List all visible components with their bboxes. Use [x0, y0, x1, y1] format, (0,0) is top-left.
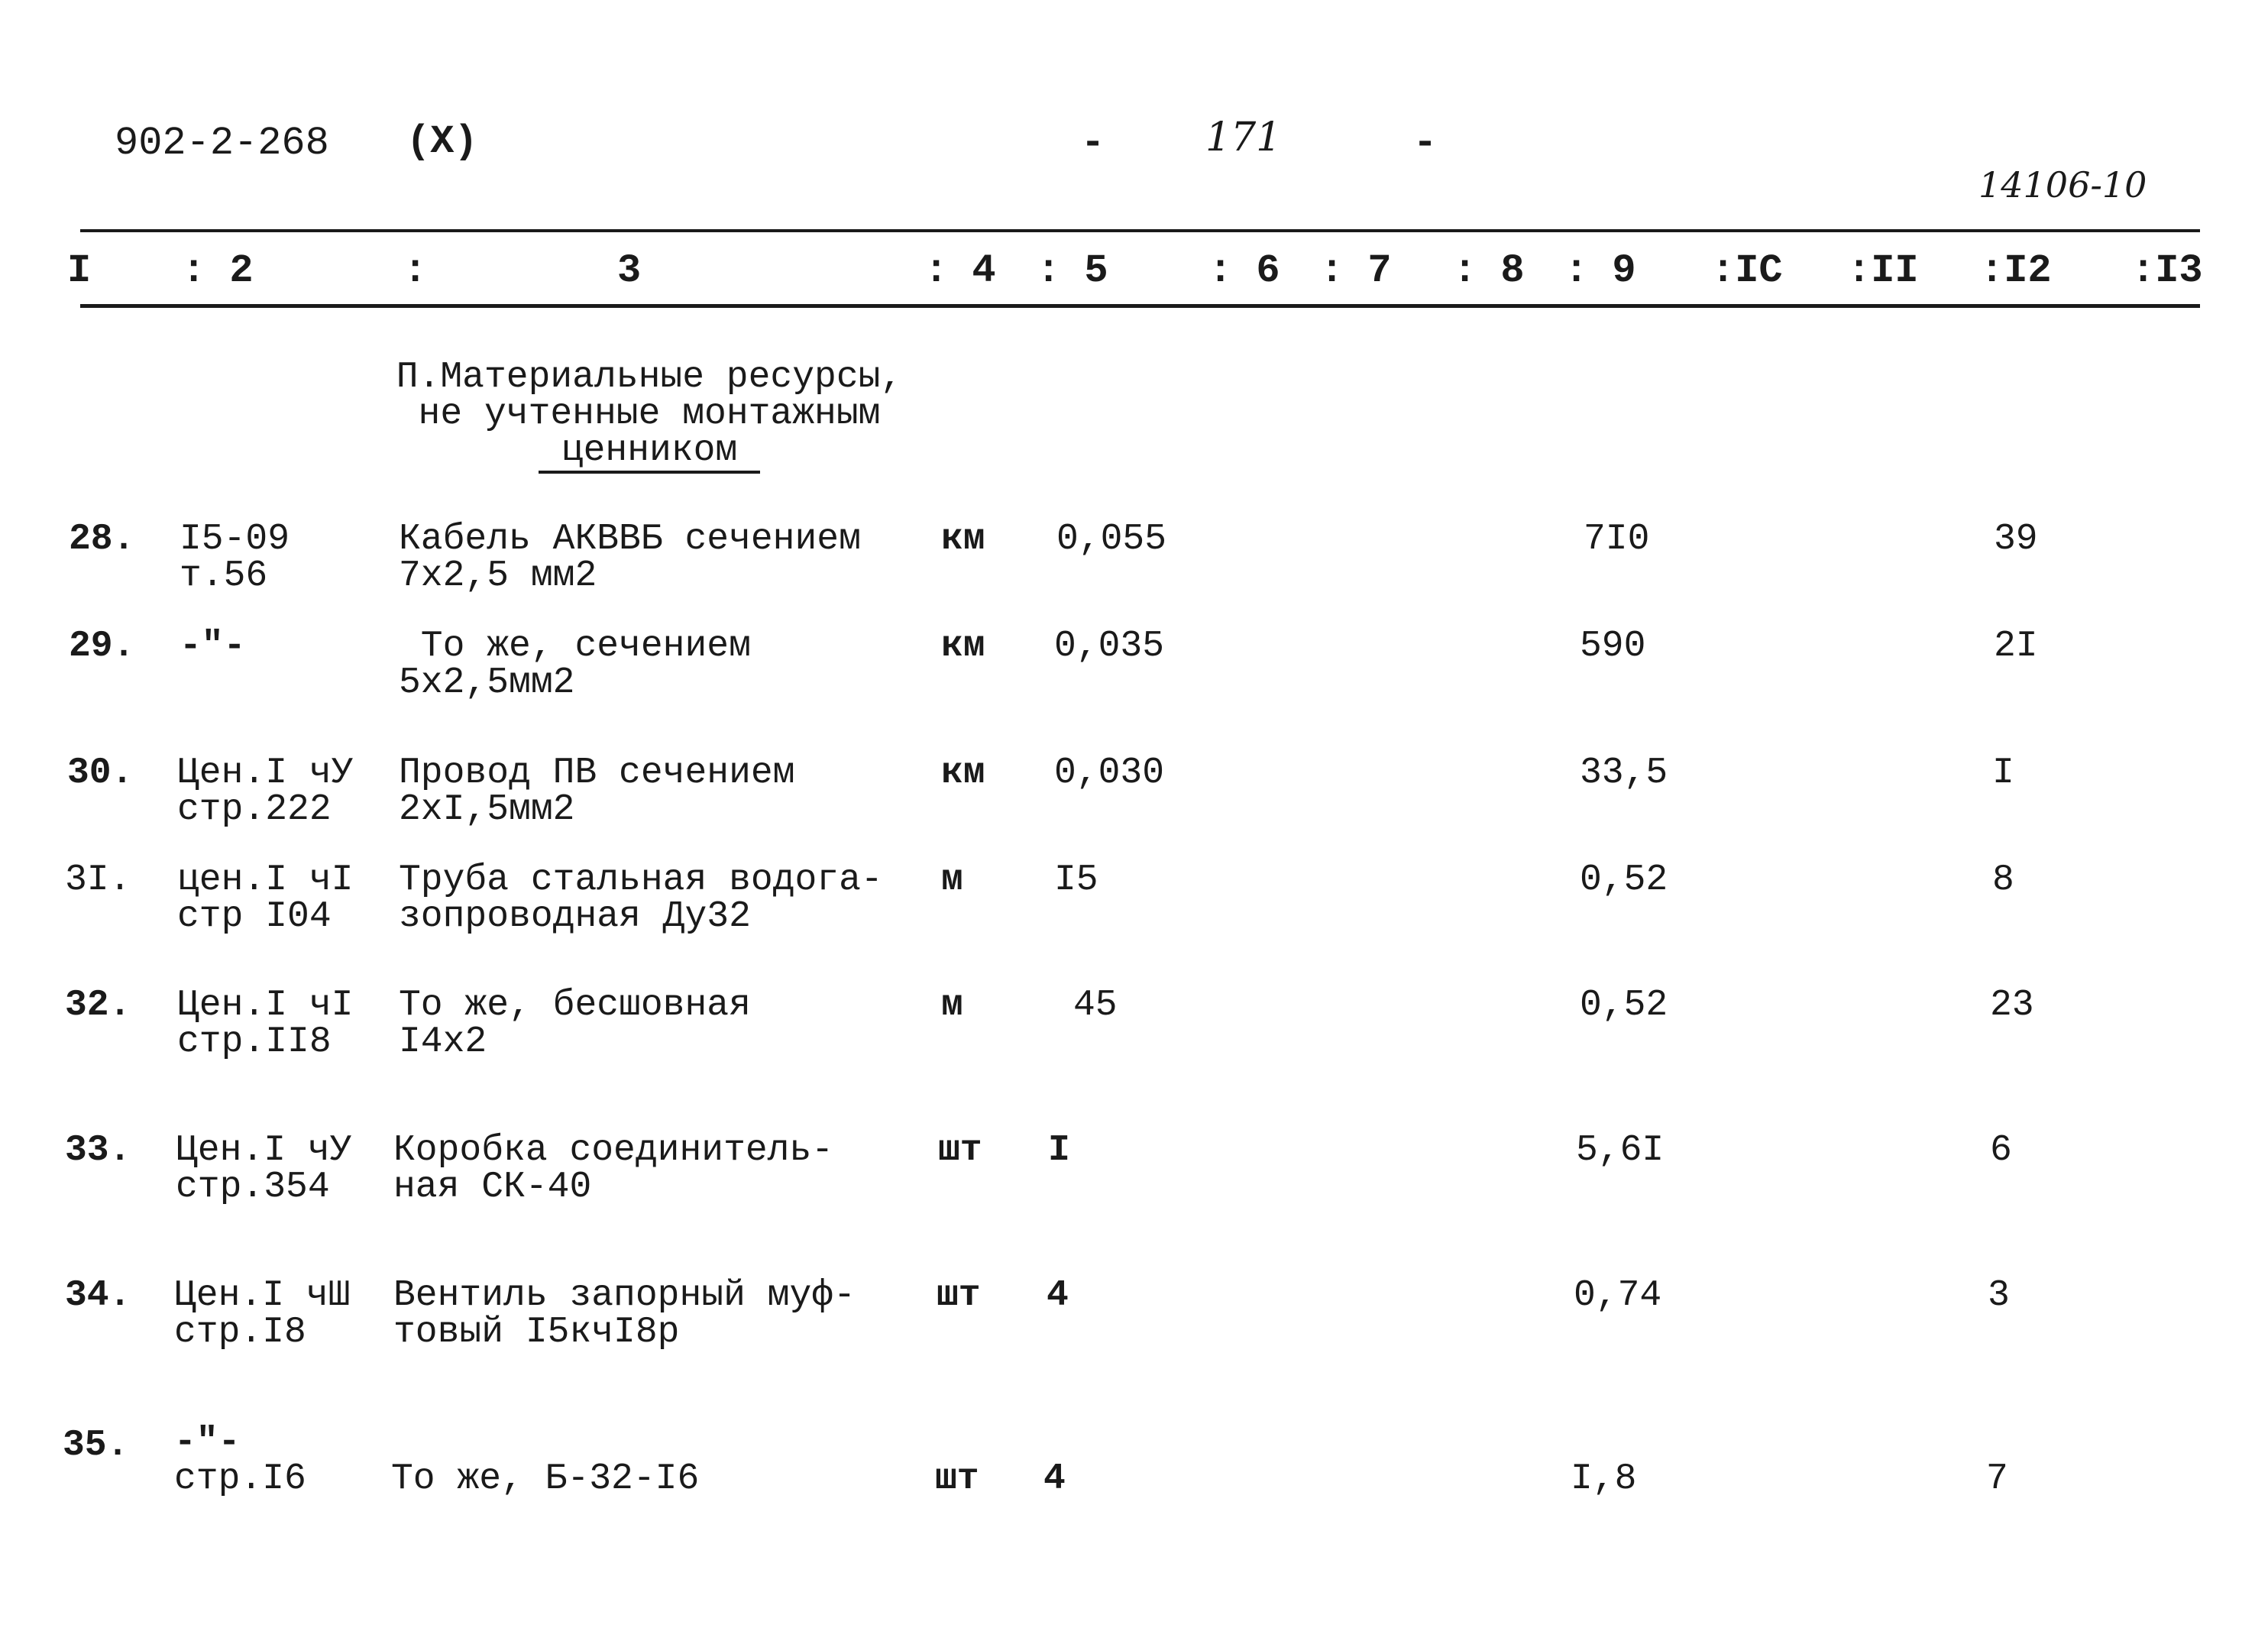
row-quantity: 0,035 [1054, 626, 1165, 667]
row-number: 28. [69, 519, 135, 560]
row-description-cont: 7х2,5 мм2 [399, 555, 597, 597]
row-quantity: 0,055 [1056, 519, 1167, 560]
row-total: 8 [1992, 859, 2014, 901]
row-unit-price: 7I0 [1584, 519, 1650, 560]
row-total: 39 [1994, 519, 2038, 560]
row-reference: -"- [174, 1422, 241, 1463]
row-description: Труба стальная водога- [399, 859, 883, 901]
page-number: 171 [1205, 115, 1282, 160]
column-header-2: : 2 [182, 248, 254, 293]
row-description: Провод ПВ сечением [399, 753, 795, 794]
row-unit-price: 590 [1580, 626, 1646, 667]
column-header-13: :I3 [2131, 248, 2203, 293]
row-description: Коробка соединитель- [393, 1130, 834, 1171]
column-header-12: :I2 [1980, 248, 2052, 293]
column-header-9: : 9 [1564, 248, 1636, 293]
row-reference-page: стр.354 [176, 1167, 330, 1208]
row-description: То же, сечением [399, 626, 751, 667]
column-header-7: : 7 [1320, 248, 1392, 293]
row-description: Кабель АКВВБ сечением [399, 519, 861, 560]
row-description-cont: ная СК-40 [393, 1167, 592, 1208]
row-reference-page: т.56 [180, 555, 268, 597]
row-unit-price: 0,52 [1580, 985, 1668, 1026]
row-description-cont: 5х2,5мм2 [399, 662, 575, 704]
column-header-11: :II [1847, 248, 1919, 293]
row-reference-page: стр.II8 [177, 1021, 332, 1063]
row-number: 35. [63, 1425, 129, 1466]
section-title [382, 359, 917, 474]
row-unit-price: 33,5 [1580, 753, 1668, 794]
row-unit: м [941, 985, 963, 1026]
row-unit: км [941, 626, 985, 667]
row-unit-price: I,8 [1571, 1458, 1637, 1500]
row-reference: Цен.I чШ [174, 1275, 351, 1316]
row-reference: Цен.I чI [177, 985, 354, 1026]
row-reference-page: стр I04 [177, 896, 332, 937]
header-bottom-rule [80, 304, 2200, 308]
row-number: 34. [65, 1275, 131, 1316]
section-title-line-2: не учтенные монтажным [418, 393, 881, 435]
column-header-8: : 8 [1453, 248, 1525, 293]
header-top-rule [80, 229, 2200, 232]
row-unit-price: 0,52 [1580, 859, 1668, 901]
row-unit-price: 5,6I [1576, 1130, 1665, 1171]
archive-mark: 14106-10 [1978, 164, 2147, 206]
row-reference: -"- [180, 626, 246, 667]
row-reference: цен.I чI [177, 859, 354, 901]
column-header-1: I [67, 248, 92, 293]
document-part: (X) [406, 119, 478, 164]
row-reference-page: стр.I6 [174, 1458, 306, 1500]
section-title-line-3: ценником [539, 432, 760, 474]
row-number: 33. [65, 1130, 131, 1171]
page-dash-right: - [1413, 121, 1438, 166]
row-reference-page: стр.222 [177, 789, 332, 830]
row-number: 32. [65, 985, 131, 1026]
row-description-cont: То же, Б-32-I6 [391, 1458, 700, 1500]
row-unit: шт [938, 1130, 982, 1171]
row-total: 3 [1988, 1275, 2010, 1316]
row-total: I [1992, 753, 2014, 794]
row-description: Вентиль запорный муф- [393, 1275, 856, 1316]
page-dash-left: - [1081, 121, 1105, 166]
row-number: 3I. [65, 859, 131, 901]
row-quantity: I5 [1054, 859, 1098, 901]
row-number: 30. [67, 753, 134, 794]
column-header-6: : 6 [1208, 248, 1280, 293]
column-header-3: 3 [617, 248, 642, 293]
row-unit-price: 0,74 [1574, 1275, 1662, 1316]
row-description-cont: товый I5кчI8р [393, 1312, 680, 1353]
row-reference: Цен.I чУ [176, 1130, 352, 1171]
row-number: 29. [69, 626, 135, 667]
row-description-cont: зопроводная Ду32 [399, 896, 751, 937]
row-total: 7 [1986, 1458, 2008, 1500]
row-reference: I5-09 [180, 519, 290, 560]
section-title-line-1: П.Материальные ресурсы, [396, 357, 903, 398]
row-quantity: 0,030 [1054, 753, 1165, 794]
row-total: 6 [1990, 1130, 2012, 1171]
row-description-cont: I4х2 [399, 1021, 487, 1063]
column-header-5: : 5 [1037, 248, 1108, 293]
row-reference: Цен.I чУ [177, 753, 354, 794]
row-quantity: 45 [1073, 985, 1118, 1026]
row-quantity: 4 [1047, 1275, 1069, 1316]
column-header-separator: : [403, 248, 428, 293]
column-header-10: :IC [1711, 248, 1783, 293]
row-quantity: I [1048, 1130, 1070, 1171]
row-unit: км [941, 519, 985, 560]
column-header-4: : 4 [924, 248, 996, 293]
row-unit: шт [937, 1275, 981, 1316]
document-code: 902-2-268 [115, 121, 329, 166]
row-reference-page: стр.I8 [174, 1312, 306, 1353]
row-unit: м [941, 859, 963, 901]
row-quantity: 4 [1043, 1458, 1066, 1500]
row-total: 23 [1990, 985, 2034, 1026]
row-description-cont: 2хI,5мм2 [399, 789, 575, 830]
row-total: 2I [1994, 626, 2038, 667]
row-description: То же, бесшовная [399, 985, 751, 1026]
row-unit: шт [935, 1458, 979, 1500]
row-unit: км [941, 753, 985, 794]
